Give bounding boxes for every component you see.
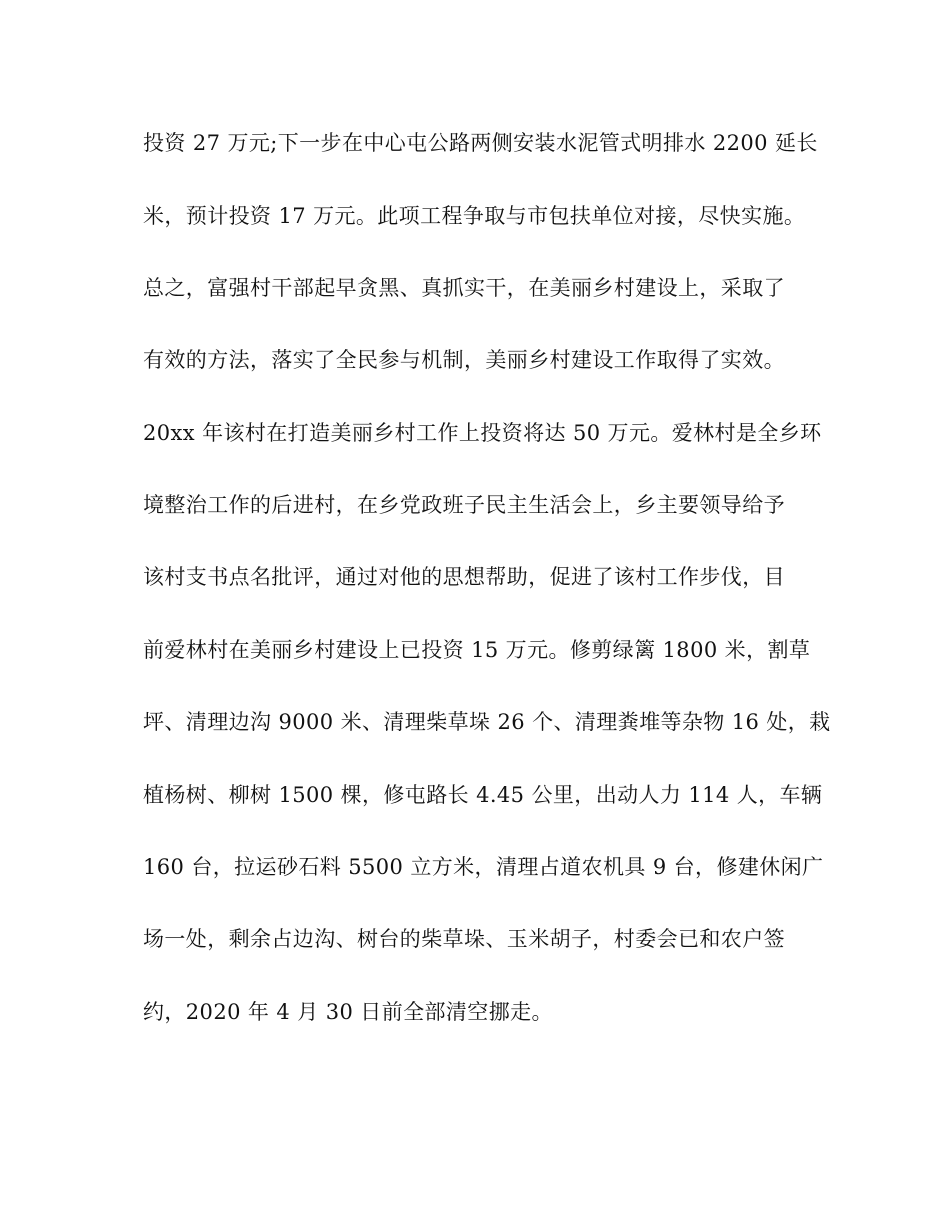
paragraph-line: 该村支书点名批评，通过对他的思想帮助，促进了该村工作步伐，目 [143,565,785,589]
paragraph-line: 场一处，剩余占边沟、树台的柴草垛、玉米胡子，村委会已和农户签 [143,927,785,951]
paragraph-line: 米，预计投资 17 万元。此项工程争取与市包扶单位对接，尽快实施。 [143,204,806,228]
paragraph-line: 160 台，拉运砂石料 5500 立方米，清理占道农机具 9 台，修建休闲广 [143,855,824,879]
paragraph-line: 20xx 年该村在打造美丽乡村工作上投资将达 50 万元。爱林村是全乡环 [143,421,822,445]
paragraph-line: 坪、清理边沟 9000 米、清理柴草垛 26 个、清理粪堆等杂物 16 处，栽 [143,710,831,734]
paragraph-line: 投资 27 万元;下一步在中心屯公路两侧安装水泥管式明排水 2200 延长 [143,131,818,155]
paragraph-line: 植杨树、柳树 1500 棵，修屯路长 4.45 公里，出动人力 114 人，车辆 [143,783,823,807]
paragraph-line: 境整治工作的后进村，在乡党政班子民主生活会上，乡主要领导给予 [143,493,785,517]
paragraph-line: 总之，富强村干部起早贪黑、真抓实干，在美丽乡村建设上，采取了 [143,276,785,300]
paragraph-line: 有效的方法，落实了全民参与机制，美丽乡村建设工作取得了实效。 [143,348,785,372]
paragraph-line: 约，2020 年 4 月 30 日前全部清空挪走。 [143,1000,553,1024]
paragraph-line: 前爱林村在美丽乡村建设上已投资 15 万元。修剪绿篱 1800 米，割草 [143,638,811,662]
